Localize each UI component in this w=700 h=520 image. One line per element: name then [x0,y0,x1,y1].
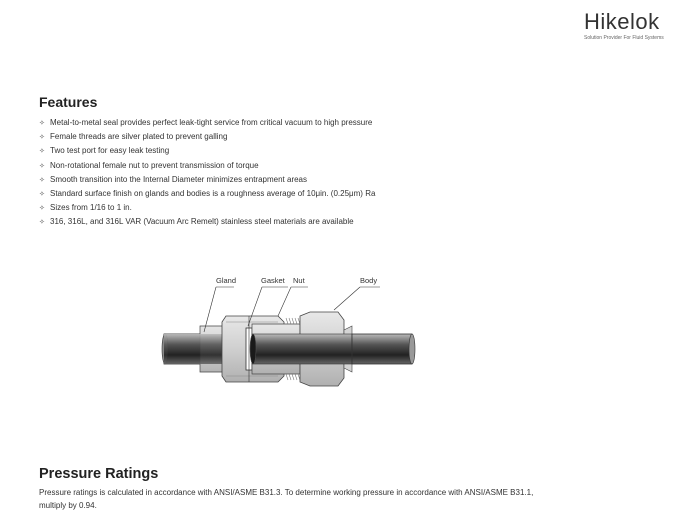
feature-text: Two test port for easy leak testing [50,146,170,156]
list-item [39,144,659,158]
right-tube [352,334,412,364]
gasket-label: Gasket [261,276,285,285]
brand-logo [584,10,694,41]
list-item [39,187,659,201]
features-list [39,116,659,230]
pressure-ratings-heading: Pressure Ratings [39,466,159,482]
list-item [39,116,659,130]
pressure-ratings-text: Pressure ratings is calculated in accordance with ANSI/ASME B31.3. To determine working pressure in accordance with ANSI/ASME B31.1, multiply by 0.94. [39,488,534,510]
feature-text: Smooth transition into the Internal Diameter minimizes entrapment areas [50,174,308,184]
body-label: Body [360,276,378,285]
fitting-cross-section-diagram [160,270,420,400]
diamond-bullet-icon: ✧ [39,120,45,127]
feature-text: Metal-to-metal seal provides perfect leak-tight service from critical vacuum to high pressure [50,118,373,127]
gland-label: Gland [216,276,237,285]
feature-text: Non-rotational female nut to prevent transmission of torque [50,160,259,170]
diamond-bullet-icon: ✧ [39,162,45,170]
feature-text: Sizes from 1/16 to 1 in. [50,203,132,213]
feature-text: Standard surface finish on glands and bodies is a roughness average of 10μin. (0.25μm) Ra [50,189,376,199]
feature-text: 316, 316L, and 316L VAR (Vacuum Arc Remelt) stainless steel materials are available [50,217,354,227]
diamond-bullet-icon: ✧ [39,219,45,227]
list-item [39,159,659,173]
brand-tagline: Solution Provider For Fluid Systems [584,35,664,41]
features-heading: Features [39,94,98,110]
list-item [39,215,659,229]
list-item [39,130,659,144]
body-bore [252,334,352,364]
diamond-bullet-icon: ✧ [39,134,45,142]
diamond-bullet-icon: ✧ [39,176,45,184]
diamond-bullet-icon: ✧ [39,205,45,213]
diamond-bullet-icon: ✧ [39,191,45,199]
feature-text: Female threads are silver plated to prevent galling [50,132,228,142]
list-item [39,201,659,215]
nut-label: Nut [293,276,305,285]
nut-leader [278,287,308,316]
list-item [39,173,659,187]
brand-name: Hikelok [584,9,660,34]
body-leader [334,287,380,310]
right-tube-end [409,334,415,364]
diamond-bullet-icon: ✧ [39,148,45,156]
